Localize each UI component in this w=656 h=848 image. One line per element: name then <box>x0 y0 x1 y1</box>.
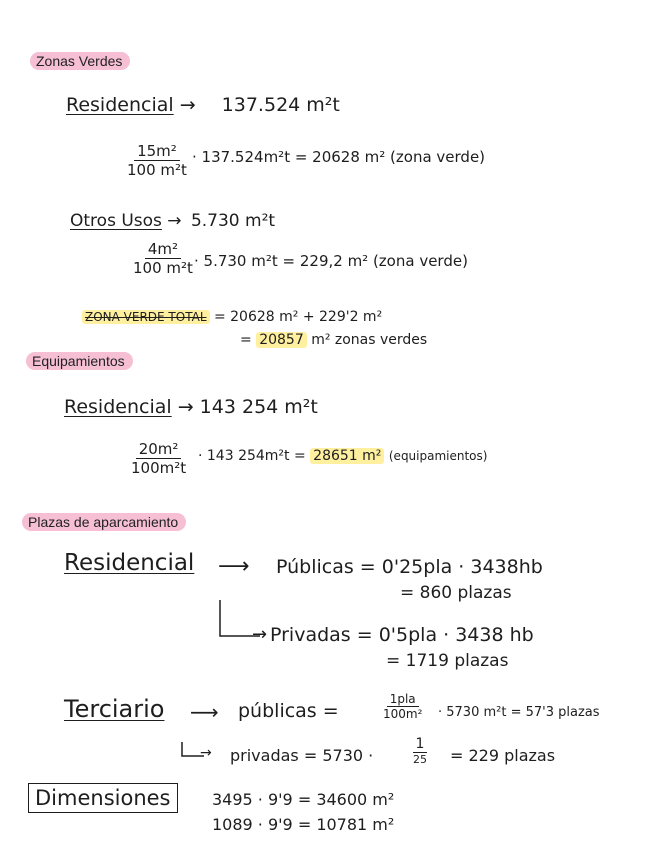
eq-residencial-label: Residencial <box>64 396 172 418</box>
eq-expression-row <box>198 448 487 464</box>
eq-expression: · 143 254m²t = <box>198 448 306 464</box>
zv-total-value: 20857 <box>256 332 307 348</box>
pl-res-publicas-line2: = 860 plazas <box>400 583 512 603</box>
fraction-denominator: 100m² <box>383 707 423 721</box>
zv-total-row <box>82 309 382 325</box>
pl-ter-fraction-2 <box>410 736 430 766</box>
arrow-icon: → <box>179 94 196 116</box>
pl-ter-privadas-expr: privadas = 5730 · <box>230 746 374 765</box>
zv-total-line1: = 20628 m² + 229'2 m² <box>213 309 383 325</box>
zv-total-rest: m² zonas verdes <box>311 332 428 348</box>
heading-zonas-verdes: Zonas Verdes <box>30 52 130 70</box>
fraction-denominator: 100 m²t <box>133 259 193 277</box>
eq-residencial-value: 143 254 m²t <box>199 396 318 418</box>
fraction-denominator: 100 m²t <box>127 161 187 179</box>
heading-plazas-aparcamiento: Plazas de aparcamiento <box>22 513 186 531</box>
arrow-icon: → <box>200 745 212 761</box>
pl-residencial-label: Residencial <box>64 550 195 576</box>
zv-total-label: ZONA VERDE TOTAL <box>82 310 210 324</box>
fraction-numerator: 4m² <box>145 240 181 259</box>
arrow-icon: → <box>167 211 182 231</box>
zv-total-line2 <box>240 332 427 348</box>
pl-ter-publicas-expr: · 5730 m²t = 57'3 plazas <box>438 705 600 720</box>
zv-residencial-label: Residencial <box>66 94 174 116</box>
zv-otros-value: 5.730 m²t <box>190 211 276 231</box>
dimensiones-line1: 3495 · 9'9 = 34600 m² <box>212 790 395 809</box>
pl-res-publicas-line1: Públicas = 0'25pla · 3438hb <box>276 556 543 578</box>
zv-otros-expression: · 5.730 m²t = 229,2 m² (zona verde) <box>194 252 468 270</box>
pl-ter-publicas-label: públicas = <box>238 700 339 722</box>
pl-res-privadas-line2: = 1719 plazas <box>386 651 509 671</box>
arrow-icon: ⟶ <box>190 700 219 724</box>
arrow-icon: ⟶ <box>218 554 250 579</box>
zv-otros-row <box>70 211 275 231</box>
eq-fraction <box>128 440 189 477</box>
heading-equipamientos: Equipamientos <box>26 352 133 370</box>
dimensiones-line2: 1089 · 9'9 = 10781 m² <box>212 815 395 834</box>
zv-residencial-value: 137.524 m²t <box>221 94 340 116</box>
zv-otros-fraction <box>130 240 196 277</box>
pl-res-privadas-line1: Privadas = 0'5pla · 3438 hb <box>270 624 534 646</box>
fraction-denominator: 25 <box>413 753 427 766</box>
zv-residencial-fraction <box>124 142 190 179</box>
pl-terciario-label: Terciario <box>64 695 165 723</box>
eq-residencial-row <box>64 396 318 418</box>
zv-residencial-expression: · 137.524m²t = 20628 m² (zona verde) <box>192 148 486 166</box>
eq-note: (equipamientos) <box>388 449 488 463</box>
dimensiones-label: Dimensiones <box>28 783 178 813</box>
zv-total-eq: = <box>240 332 252 348</box>
zv-residencial-row <box>66 94 340 116</box>
arrow-icon: → <box>252 624 268 645</box>
arrow-icon: → <box>177 396 194 418</box>
fraction-numerator: 20m² <box>136 440 182 459</box>
fraction-denominator: 100m²t <box>131 459 187 477</box>
eq-value: 28651 m² <box>310 448 384 464</box>
zv-otros-label: Otros Usos <box>70 211 162 231</box>
fraction-numerator: 1 <box>413 736 428 753</box>
pl-ter-fraction <box>380 692 425 721</box>
fraction-numerator: 15m² <box>134 142 180 161</box>
pl-ter-privadas-result: = 229 plazas <box>450 746 556 765</box>
fraction-numerator: 1pla <box>387 692 419 707</box>
